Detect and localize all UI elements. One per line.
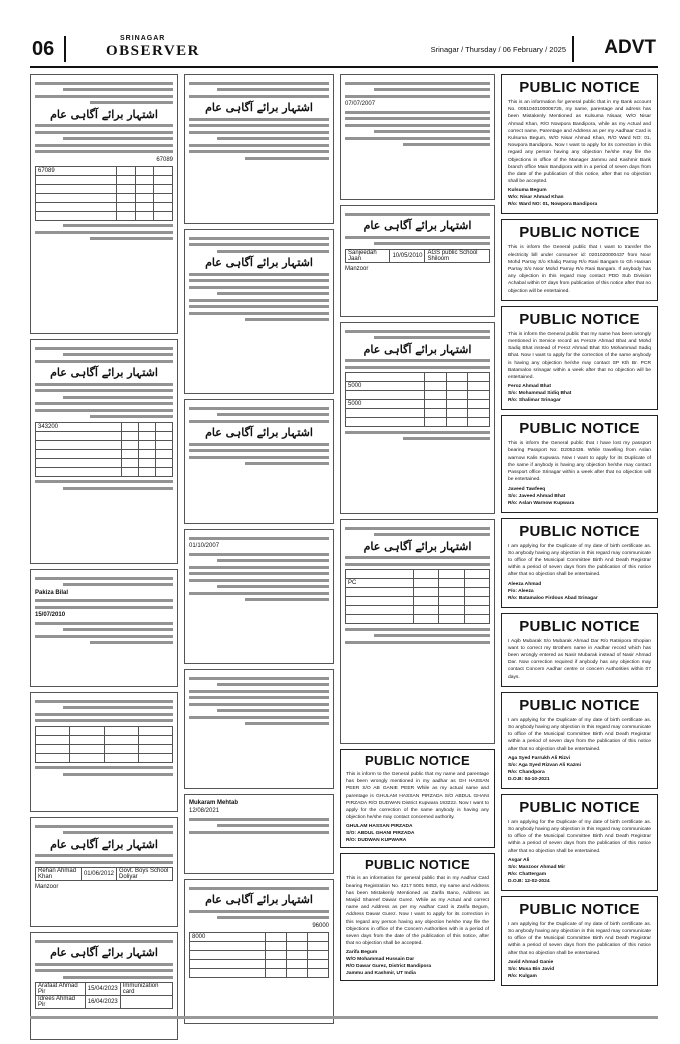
urdu-notice: اشتہار برائے آگاہی عام 96000 8000 bbox=[184, 879, 334, 1024]
divider bbox=[572, 36, 574, 62]
urdu-notice: اشتہار برائے آگاہی عام bbox=[184, 399, 334, 524]
footer-rule bbox=[30, 1016, 658, 1019]
urdu-notice bbox=[30, 692, 178, 812]
public-notice: PUBLIC NOTICE This is inform to the General public that my name and parentage has been wrongly mentioned in my aadhar as GH HASSAN PEER S/O AB GANIE PEER While as my actual name and parentage is GHULAM HASSAN PIRZADA S/O ABDUL GHANI PIRZADA R/O DUDWAN District Kupwara 193222. Now I want to apply for the correction of the same anybody is having any objection he/she may contact concerned authority. GHULAM HASSAN PIRZADA S/O: ABDUL GHANI PIRZADA R/O: DUDWAN KUPWARA bbox=[340, 749, 495, 848]
urdu-notice: اشتہار برائے آگاہی عام 5000 5000 bbox=[340, 322, 495, 514]
public-notice: PUBLIC NOTICE I am applying for the Duplicate of my date of birth certificate as. So anybody having any objection in this regard may communicate to office of the Municipal Committee Birth And Death Registrar within a period of seven days from the publication of this notice after that no objection shall be entertained. Javid Ahmad Ganie S/o: Musa Bin Javid R/o: Kulgam bbox=[501, 896, 658, 986]
public-notice: PUBLIC NOTICE I Aqib Mubarak S/o Mubarak Ahmad Dar R/o Ratnipora Shopian want to correct my Brothers name in Aadhar record which has been wrongly entered as Nasir Mubarak instead of Nasir Ahmad Dar. Now correction required if anybody has any objection may contact Concern Aadhar centre or concern Authorities within 07 days. bbox=[501, 613, 658, 687]
masthead bbox=[30, 30, 658, 68]
public-notice: PUBLIC NOTICE This is inform the General public that I have lost my passport bearing Passport No: D2052436. While travelling from Aslan warnow Kalis Kupwara. Now I want to apply for its Duplicate of the same if anybody is having any objection he/she may contact Passport office Srinagar within a week after that no objection will be entertained. Javeed Tawfeeq S/o: Javeed Ahmad Bhat R/o: Aslan Warnow Kupwara bbox=[501, 415, 658, 512]
page-number: 06 bbox=[32, 38, 55, 60]
public-notice: PUBLIC NOTICE I am applying for the Duplicate of my date of birth certificate as. So anybody having any objection in this regard may communicate to office of the Municipal Committee Birth And Death Registrar within a period of seven days from the publication of this notice after that no objection shall be entertained. Aleeza Ahmad F/o: Aleeza R/o: Batamaloo Firdous Abad Srinagar bbox=[501, 518, 658, 608]
public-notice: PUBLIC NOTICE This is inform the General public that I want to transfer the electricity bill under consumer id: 0201020000437 from Noor Mohd Parray S/o Khaliq Parray R/o Rani Bangam to Gh Hassan Parray S/o Noor Mohd Parray R/o Rani Bangam. If anybody has any objection in this regard may contact PDD Sub Division Achabal within 07 days from publication of this notice after that no objection will be entertained. bbox=[501, 219, 658, 300]
amount: 67089 bbox=[156, 156, 173, 163]
public-notice: PUBLIC NOTICE I am applying for the Duplicate of my date of birth certificate as. So anybody having any objection in this regard may communicate to office of the Municipal Committee Birth And Death Registrar within a period of seven days from the publication of this notice after that no objection shall be entertained. Asgar Ali S/o: Manzoor Ahmad Mir R/o: Chattergam D.O.B: 12-02-2024 bbox=[501, 794, 658, 891]
urdu-notice: اشتہار برائے آگاہی عام bbox=[184, 74, 334, 224]
urdu-notice: 01/10/2007 bbox=[184, 529, 334, 664]
urdu-notice: Mukaram Mehtab 12/08/2021 bbox=[184, 794, 334, 874]
urdu-notice: اشتہار برائے آگاہی عام 67089 67089 bbox=[30, 74, 178, 334]
urdu-notice: اشتہار برائے آگاہی عام Rehan Ahmad Khan 01/06/2012 Govt. Boys School Doliyar Manzoor bbox=[30, 817, 178, 927]
section-title: ADVT bbox=[604, 37, 656, 58]
column-urdu-1 bbox=[30, 74, 178, 1044]
urdu-notice: اشتہار برائے آگاہی عام PC bbox=[340, 519, 495, 744]
urdu-notice: اشتہار برائے آگاہی عام Arafaat Ahmad Pir 15/04/2023 Immunization card Idrees Ahmad Pir 16/04/2023 bbox=[30, 932, 178, 1040]
urdu-notice: Pakiza Bilal 15/07/2010 bbox=[30, 569, 178, 687]
urdu-notice: اشتہار برائے آگاہی عام 343200 bbox=[30, 339, 178, 564]
column-urdu-2 bbox=[184, 74, 334, 1029]
urdu-notice: 07/07/2007 bbox=[340, 74, 495, 200]
urdu-notice: اشتہار برائے آگاہی عام Sanjeedah Jaan 10/05/2010 AGS public School Shiloom Manzoor bbox=[340, 205, 495, 317]
divider bbox=[64, 36, 66, 62]
public-notice: PUBLIC NOTICE This is an information for general public that in my Aadhar Card bearing Registration No. 4217 5001 9453, my name and Address has been Mistakenly Mentioned as Zarifa Bano, Address as Masjid Shareef Dawar Gurez. While as my Actual and correct name and Address as per my Aadhar Card is Zarifa Begum, Address Dawar Gurez. Now I want to apply for its correction in this regard any person having any objection he/she may file the Objections in office of the Concern Authorities with in a period of seven days from the date of the publication of this notice, after that no objection shall be accepted. Zarifa Begum W/O Mohammad Hussain Dar R/O Dawar Gurez, District Bandipora Jammu and Kashmir, UT India bbox=[340, 853, 495, 981]
column-mixed bbox=[340, 74, 495, 986]
column-public-notices bbox=[501, 74, 658, 991]
dateline: Srinagar / Thursday / 06 February / 2025 bbox=[430, 45, 566, 54]
urdu-notice: اشتہار برائے آگاہی عام bbox=[184, 229, 334, 394]
urdu-notice bbox=[184, 669, 334, 789]
brand-logo: OBSERVER bbox=[106, 43, 200, 59]
public-notice: PUBLIC NOTICE This is an information for general public that in my Bank account No. 0051040100006725, my name, parentage and adress has been Mistakenly Mentioned as Kulsuma Nisaar, W/O Nisar Ahmad Khan, R/O Nowpora Bandipora, while as my Actual and correct name, Parentage and Address as per my Aadhaar Card is Kulsuma Begum, W/O Nisar Ahmad Khan, R/O Ward NO: 01, Nowpora Bandipora. Now I want to apply for its correction in this regard any person having any objection he/she may file the Objections in office of the Manager Jammu and Kashmir Bank branch office Main Bandipora with in a period of seven days from the date of the publication of this notice, after that no objection shall be accepted. Kulsuma Begum W/o: Nisar Ahmad Khan R/o: Ward NO: 01, Nowpora Bandipora bbox=[501, 74, 658, 214]
brand-top: SRINAGAR bbox=[120, 35, 166, 42]
public-notice: PUBLIC NOTICE This is inform the General public that my name has been wrongly mentioned in Service record as Feroze Ahmad Bhat and Mohd Sadiq Bhat instead of Feroz Ahmad Bhat S/o Mohammad Sadiq Bhat. Now I want to apply for the correction of the same anybody is having any objection he/she may contact SP Kth Br. PCR Batamaloo srinagar within a week after that no objection will be entertained. Feroz Ahmad Bhat S/o: Mohammad Sidiq Bhat R/o: Shalimar Srinagar bbox=[501, 306, 658, 410]
public-notice: PUBLIC NOTICE I am applying for the Duplicate of my date of birth certificate as. So anybody having any objection in this regard may communicate to office of the Municipal Committee Birth And Death Registrar within a period of seven days from the publication of this notice after that no objection shall be entertained. Aga Syed Farrukh Ali Rizvi S/o: Aga Syed Rizvan Ali Kazmi R/o: Chandpora D.O.B: 04-10-2021 bbox=[501, 692, 658, 789]
